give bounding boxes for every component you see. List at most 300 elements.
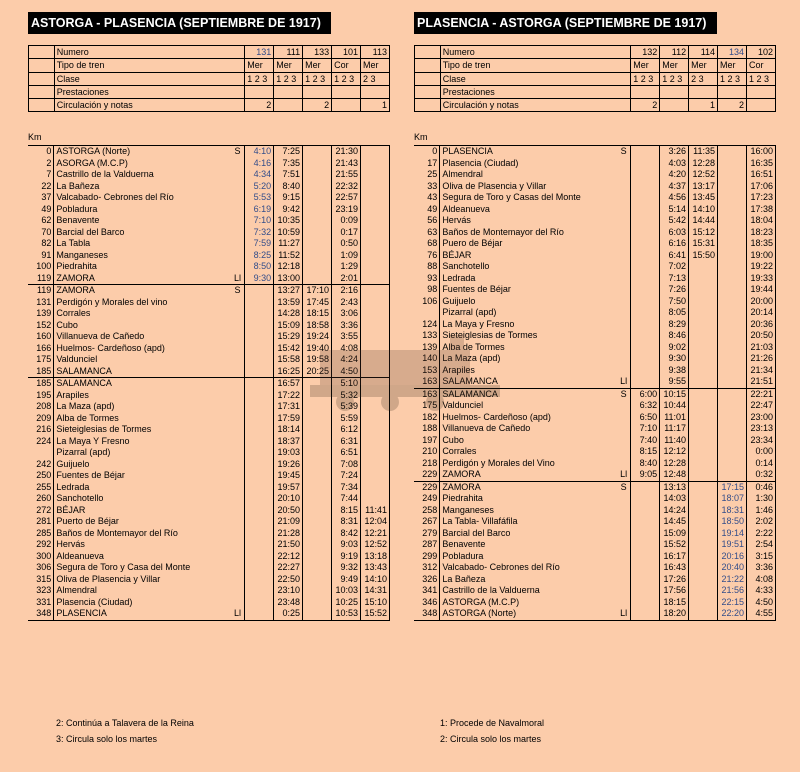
km-value: 2: [28, 158, 54, 170]
time-cell: [718, 353, 747, 365]
time-cell: 19:45: [274, 470, 303, 482]
km-value: 91: [28, 250, 54, 262]
station-name: Segura de Toro y Casas del Monte: [442, 192, 581, 203]
stop-mark: [231, 562, 245, 574]
km-value: 175: [414, 400, 440, 412]
time-cell: [303, 516, 332, 528]
time-cell: 15:09: [660, 528, 689, 540]
time-cell: [245, 562, 274, 574]
station-name: Piedrahita: [56, 261, 97, 272]
time-cell: [303, 482, 332, 494]
km-value: 70: [28, 227, 54, 239]
station-name: Corrales: [442, 446, 477, 457]
time-cell: 16:57: [274, 378, 303, 390]
time-cell: [245, 390, 274, 402]
time-cell: 9:30: [245, 273, 274, 285]
table-row: [414, 539, 776, 551]
km-value: 37: [28, 192, 54, 204]
train-header-table: [28, 45, 390, 112]
station-name: La Maza (apd): [442, 353, 501, 364]
time-cell: 14:10: [689, 204, 718, 216]
train-prestaciones: [660, 85, 689, 98]
time-cell: 20:16: [718, 551, 747, 563]
time-cell: 2:16: [332, 285, 361, 297]
stop-mark: [231, 331, 245, 343]
station-name: Villanueva de Cañedo: [442, 423, 531, 434]
time-cell: [718, 400, 747, 412]
train-prestaciones: [689, 85, 718, 98]
time-cell: 3:36: [332, 320, 361, 332]
km-value: [28, 447, 54, 459]
station-name: Piedrahita: [442, 493, 483, 504]
time-cell: [718, 181, 747, 193]
time-cell: 2:54: [746, 539, 775, 551]
stop-mark: [617, 365, 631, 377]
time-cell: 7:35: [274, 158, 303, 170]
time-cell: 18:15: [660, 597, 689, 609]
header-spacer: [415, 59, 441, 72]
time-cell: [303, 551, 332, 563]
time-cell: 8:05: [660, 307, 689, 319]
stop-mark: [231, 390, 245, 402]
time-cell: [303, 273, 332, 285]
time-cell: 0:32: [746, 469, 775, 481]
table-row: [28, 169, 390, 181]
time-cell: 11:52: [274, 250, 303, 262]
time-cell: 21:55: [332, 169, 361, 181]
time-cell: 9:38: [660, 365, 689, 377]
station-name: Manganeses: [56, 249, 108, 260]
km-value: 287: [414, 539, 440, 551]
time-cell: 17:38: [746, 204, 775, 216]
table-row: [28, 204, 390, 216]
footnotes-left: [56, 715, 194, 747]
timetable-body: [414, 145, 776, 621]
time-cell: 10:44: [660, 400, 689, 412]
km-value: 299: [414, 551, 440, 563]
table-row: [28, 482, 390, 494]
time-cell: [360, 413, 389, 425]
train-tipo: Mer: [361, 59, 390, 72]
stop-mark: [231, 192, 245, 204]
stop-mark: [231, 227, 245, 239]
time-cell: 7:25: [274, 146, 303, 158]
stop-mark: [231, 482, 245, 494]
time-cell: [718, 273, 747, 285]
time-cell: 13:27: [274, 285, 303, 297]
header-spacer: [29, 72, 55, 85]
time-cell: 9:42: [274, 204, 303, 216]
time-cell: 12:52: [360, 539, 389, 551]
time-cell: [360, 285, 389, 297]
stop-mark: Ll: [231, 608, 245, 620]
train-notas: 2: [245, 99, 274, 112]
time-cell: 5:10: [332, 378, 361, 390]
stop-mark: Ll: [617, 469, 631, 481]
table-row: [414, 585, 776, 597]
station-name: Sanchotello: [442, 261, 490, 272]
station-name: Fuentes de Béjar: [56, 470, 125, 481]
time-cell: 18:58: [303, 320, 332, 332]
stop-mark: [231, 493, 245, 505]
table-row: [28, 378, 390, 390]
time-cell: 7:32: [245, 227, 274, 239]
time-cell: [718, 238, 747, 250]
time-cell: 10:35: [274, 215, 303, 227]
stop-mark: [231, 366, 245, 378]
time-cell: 20:36: [746, 319, 775, 331]
time-cell: [689, 505, 718, 517]
time-cell: [360, 273, 389, 285]
time-cell: [689, 562, 718, 574]
train-numero: 112: [660, 46, 689, 59]
station-name: Cubo: [56, 319, 78, 330]
km-value: 331: [28, 597, 54, 609]
header-label: Tipo de tren: [54, 59, 245, 72]
stop-mark: [617, 551, 631, 563]
time-cell: 16:51: [746, 169, 775, 181]
train-notas: 1: [689, 99, 718, 112]
time-cell: 10:15: [660, 388, 689, 400]
station-name: PLASENCIA: [440, 146, 617, 158]
time-cell: 8:15: [631, 446, 660, 458]
km-value: 195: [28, 390, 54, 402]
time-cell: [245, 516, 274, 528]
time-cell: [360, 320, 389, 332]
table-row: [414, 528, 776, 540]
time-cell: [689, 516, 718, 528]
train-notas: [660, 99, 689, 112]
time-cell: 5:59: [332, 413, 361, 425]
time-cell: [689, 342, 718, 354]
time-cell: 4:50: [746, 597, 775, 609]
time-cell: 18:50: [718, 516, 747, 528]
table-row: [414, 423, 776, 435]
train-clase: 1 2 3: [746, 72, 775, 85]
time-cell: 5:42: [660, 215, 689, 227]
time-cell: 4:03: [660, 158, 689, 170]
time-cell: [303, 401, 332, 413]
train-clase: 1 2 3: [274, 72, 303, 85]
km-value: 93: [414, 273, 440, 285]
train-numero: 111: [274, 46, 303, 59]
time-cell: 13:45: [689, 192, 718, 204]
time-cell: [631, 146, 660, 158]
station-name: BÉJAR: [56, 504, 86, 515]
stop-mark: S: [617, 388, 631, 400]
table-row: [28, 238, 390, 250]
station-name: Valdunciel: [442, 400, 484, 411]
time-cell: [689, 376, 718, 388]
km-value: 88: [414, 261, 440, 273]
station-name: ASORGA (M.C.P): [56, 157, 128, 168]
time-cell: [631, 238, 660, 250]
table-row: [414, 562, 776, 574]
time-cell: 8:40: [631, 458, 660, 470]
time-cell: 1:30: [746, 493, 775, 505]
time-cell: [360, 181, 389, 193]
time-cell: [303, 215, 332, 227]
train-tipo: Mer: [718, 59, 747, 72]
time-cell: [303, 528, 332, 540]
stop-mark: [617, 261, 631, 273]
station-name: La Tabla: [56, 238, 91, 249]
station-name: Guijuelo: [56, 458, 90, 469]
header-spacer: [415, 46, 441, 59]
stop-mark: [231, 597, 245, 609]
time-cell: 14:45: [660, 516, 689, 528]
time-cell: 14:28: [274, 308, 303, 320]
table-row: [28, 401, 390, 413]
table-row: [414, 261, 776, 273]
time-cell: 14:31: [360, 585, 389, 597]
header-label: Clase: [54, 72, 245, 85]
station-name: Corrales: [56, 308, 91, 319]
time-cell: 4:56: [660, 192, 689, 204]
time-cell: 9:32: [332, 562, 361, 574]
table-row: [414, 204, 776, 216]
time-cell: [360, 470, 389, 482]
time-cell: 8:31: [332, 516, 361, 528]
time-cell: [245, 574, 274, 586]
station-name: ASTORGA (M.C.P): [442, 596, 520, 607]
time-cell: 6:32: [631, 400, 660, 412]
table-row: [28, 493, 390, 505]
time-cell: [631, 481, 660, 493]
km-value: 323: [28, 585, 54, 597]
stop-mark: [231, 516, 245, 528]
station-name: Manganeses: [442, 504, 494, 515]
stop-mark: S: [617, 481, 631, 493]
time-cell: 7:40: [631, 435, 660, 447]
header-label: Numero: [54, 46, 245, 59]
time-cell: 7:51: [274, 169, 303, 181]
train-notas: 2: [631, 99, 660, 112]
time-cell: [631, 261, 660, 273]
km-value: 218: [414, 458, 440, 470]
stop-mark: [617, 307, 631, 319]
time-cell: [245, 354, 274, 366]
time-cell: [689, 469, 718, 481]
stop-mark: [617, 158, 631, 170]
time-cell: 12:12: [660, 446, 689, 458]
time-cell: [360, 215, 389, 227]
time-cell: [245, 401, 274, 413]
time-cell: 14:10: [360, 574, 389, 586]
time-cell: [303, 436, 332, 448]
time-cell: [718, 284, 747, 296]
km-value: 175: [28, 354, 54, 366]
table-row: [28, 413, 390, 425]
time-cell: 16:00: [746, 146, 775, 158]
station-name: Barcial del Barco: [56, 226, 125, 237]
time-cell: 20:50: [746, 330, 775, 342]
station-name: Arapiles: [442, 364, 475, 375]
km-value: 82: [28, 238, 54, 250]
km-value: 43: [414, 192, 440, 204]
table-row: [28, 608, 390, 620]
time-cell: 1:46: [746, 505, 775, 517]
km-value: 188: [414, 423, 440, 435]
time-cell: [689, 319, 718, 331]
time-cell: [360, 354, 389, 366]
time-cell: [245, 366, 274, 378]
time-cell: [689, 539, 718, 551]
time-cell: 11:17: [660, 423, 689, 435]
station-name: Aldeanueva: [56, 550, 104, 561]
stop-mark: [231, 250, 245, 262]
time-cell: 21:43: [332, 158, 361, 170]
time-cell: [360, 308, 389, 320]
station-name: Alba de Tormes: [442, 341, 505, 352]
stop-mark: [617, 330, 631, 342]
time-cell: 4:20: [660, 169, 689, 181]
time-cell: [689, 585, 718, 597]
station-name: Villanueva de Cañedo: [56, 331, 145, 342]
station-name: Plasencia (Ciudad): [56, 596, 133, 607]
time-cell: 22:15: [718, 597, 747, 609]
time-cell: 14:44: [689, 215, 718, 227]
time-cell: 10:59: [274, 227, 303, 239]
time-cell: 3:55: [332, 331, 361, 343]
header-spacer: [415, 72, 441, 85]
time-cell: 11:01: [660, 412, 689, 424]
time-cell: [245, 608, 274, 620]
time-cell: [689, 412, 718, 424]
time-cell: [245, 424, 274, 436]
time-cell: 17:56: [660, 585, 689, 597]
station-name: Oliva de Plasencia y Villar: [442, 180, 547, 191]
station-name: ZAMORA: [442, 481, 481, 492]
time-cell: [718, 365, 747, 377]
time-cell: 22:27: [274, 562, 303, 574]
train-clase: 1 2 3: [718, 72, 747, 85]
time-cell: [631, 365, 660, 377]
time-cell: [689, 353, 718, 365]
stop-mark: [231, 215, 245, 227]
time-cell: 22:20: [718, 608, 747, 620]
stop-mark: [231, 181, 245, 193]
time-cell: [631, 296, 660, 308]
stop-mark: [617, 169, 631, 181]
table-row: [28, 366, 390, 378]
time-cell: 13:43: [360, 562, 389, 574]
time-cell: [689, 273, 718, 285]
time-cell: 15:50: [689, 250, 718, 262]
station-name: Sanchotello: [56, 493, 104, 504]
table-row: [414, 250, 776, 262]
train-prestaciones: [361, 85, 390, 98]
table-row: [414, 181, 776, 193]
header-spacer: [29, 59, 55, 72]
time-cell: 20:14: [746, 307, 775, 319]
table-row: [414, 158, 776, 170]
time-cell: [303, 493, 332, 505]
time-cell: [303, 470, 332, 482]
table-row: [28, 261, 390, 273]
km-value: 68: [414, 238, 440, 250]
train-notas: [274, 99, 303, 112]
train-numero: 133: [303, 46, 332, 59]
table-row: [28, 273, 390, 285]
time-cell: 19:00: [746, 250, 775, 262]
stop-mark: [231, 585, 245, 597]
time-cell: [303, 574, 332, 586]
train-tipo: Mer: [660, 59, 689, 72]
table-row: [28, 146, 390, 158]
time-cell: 5:20: [245, 181, 274, 193]
train-clase: 1 2 3: [631, 72, 660, 85]
time-cell: [631, 204, 660, 216]
time-cell: [360, 169, 389, 181]
time-cell: [360, 378, 389, 390]
time-cell: 19:57: [274, 482, 303, 494]
station-name: Plasencia (Ciudad): [442, 157, 519, 168]
station-name: PLASENCIA: [54, 608, 231, 620]
km-value: 346: [414, 597, 440, 609]
time-cell: 8:50: [245, 261, 274, 273]
stop-mark: [231, 354, 245, 366]
table-row: [414, 319, 776, 331]
time-cell: 12:18: [274, 261, 303, 273]
time-cell: 4:37: [660, 181, 689, 193]
table-row: [414, 435, 776, 447]
km-value: 210: [414, 446, 440, 458]
table-row: [414, 481, 776, 493]
time-cell: 2:01: [332, 273, 361, 285]
time-cell: 18:37: [274, 436, 303, 448]
station-name: Arapiles: [56, 389, 89, 400]
table-row: [414, 505, 776, 517]
time-cell: [718, 342, 747, 354]
time-cell: 21:28: [274, 528, 303, 540]
table-row: [28, 470, 390, 482]
km-value: 348: [414, 608, 440, 620]
km-value: 7: [28, 169, 54, 181]
time-cell: 19:58: [303, 354, 332, 366]
km-value: 166: [28, 343, 54, 355]
time-cell: 15:31: [689, 238, 718, 250]
time-cell: [245, 436, 274, 448]
stop-mark: [617, 296, 631, 308]
time-cell: [303, 459, 332, 471]
stop-mark: [617, 238, 631, 250]
stop-mark: [231, 470, 245, 482]
station-name: Pobladura: [442, 550, 484, 561]
station-name: Fuentes de Béjar: [442, 284, 511, 295]
station-name: Oliva de Plasencia y Villar: [56, 573, 161, 584]
stop-mark: [231, 551, 245, 563]
time-cell: [360, 238, 389, 250]
train-clase: 1 2 3: [332, 72, 361, 85]
time-cell: 7:34: [332, 482, 361, 494]
station-name: Valcabado- Cebrones del Río: [56, 192, 174, 203]
time-cell: [718, 435, 747, 447]
time-cell: 12:21: [360, 528, 389, 540]
time-cell: 9:02: [660, 342, 689, 354]
header-label: Prestaciones: [440, 85, 631, 98]
time-cell: 3:26: [660, 146, 689, 158]
time-cell: [718, 227, 747, 239]
table-row: [28, 354, 390, 366]
table-row: [28, 320, 390, 332]
time-cell: 23:13: [746, 423, 775, 435]
time-cell: [718, 192, 747, 204]
station-name: SALAMANCA: [440, 376, 617, 388]
km-value: 292: [28, 539, 54, 551]
table-row: [414, 284, 776, 296]
station-name: Benavente: [56, 215, 100, 226]
